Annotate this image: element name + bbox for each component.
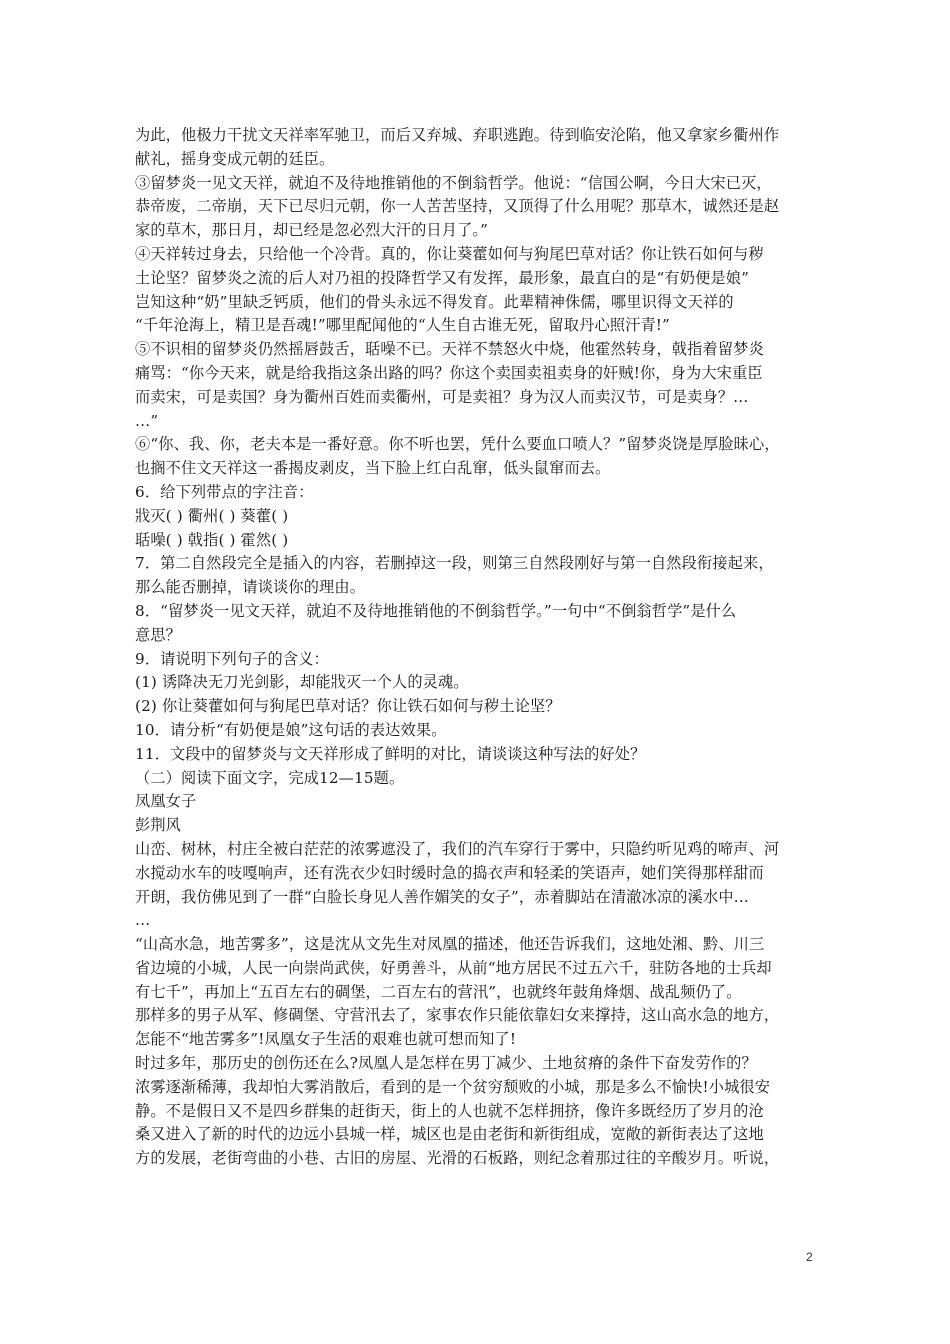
text-line: 山峦、树林，村庄全被白茫茫的浓雾遮没了，我们的汽车穿行于雾中，只隐约听见鸡的啼声、河 [135,839,780,858]
text-line: 桑又进入了新的时代的边远小县城一样，城区也是由老街和新街组成，宽敞的新街表达了这地 [135,1125,764,1144]
text-line: （二）阅读下面文字，完成12—15题。 [135,768,405,787]
text-line: ⑤不识相的留梦炎仍然摇唇鼓舌，聒噪不已。天祥不禁怒火中烧，他霍然转身，戟指着留梦炎 [135,340,764,359]
text-line: 而卖宋，可是卖国？身为衢州百姓而卖衢州，可是卖祖？身为汉人而卖汉节，可是卖身？… [135,387,749,406]
text-line: 献礼，摇身变成元朝的廷臣。 [135,149,335,168]
document-body [135,124,821,1171]
text-line: … [135,911,151,930]
text-line: 开朗，我仿佛见到了一群“白脸长身见人善作媚笑的女子”，赤着脚站在清澈冰凉的溪水中… [135,887,749,906]
text-line: 痛骂：“你今天来，就是给我指这条出路的吗？你这个卖国卖祖卖身的奸贼!你，身为大宋重臣 [135,363,763,382]
text-line: ③留梦炎一见文天祥，就迫不及待地推销他的不倒翁哲学。他说：“信国公啊，今日大宋已灭， [135,173,772,192]
text-line: 7．第二自然段完全是插入的内容，若删掉这一段，则第三自然段刚好与第一自然段衔接起来， [135,554,774,573]
text-line: 有七千”，再加上“五百左右的碉堡，二百左右的营汛”，也就终年鼓角烽烟、战乱频仍了。 [135,982,742,1001]
text-line: 静。不是假日又不是四乡群集的赶街天，街上的人也就不怎样拥挤，像许多既经历了岁月的沧 [135,1101,764,1120]
text-line: 也搁不住文天祥这一番揭皮剥皮，当下脸上红白乱窜，低头鼠窜而去。 [135,459,611,478]
text-line: 戕灭( ) 衢州( ) 葵藿( ) [135,506,289,525]
text-line: 为此，他极力干扰文天祥率军驰卫，而后又弃城、弃职逃跑。待到临安沦陷，他又拿家乡衢州作 [135,126,780,144]
text-line: ⑥“你、我、你，老夫本是一番好意。你不听也罢，凭什么要血口喷人？”留梦炎饶是厚脸昧心， [135,435,780,454]
text-line: 11．文段中的留梦炎与文天祥形成了鲜明的对比，请谈谈这种写法的好处？ [135,744,646,763]
text-line: 凤凰女子 [135,792,197,811]
text-line: 8．“留梦炎一见文天祥，就迫不及待地推销他的不倒翁哲学。”一句中“不倒翁哲学”是什么 [135,601,737,620]
text-line: 时过多年，那历史的创伤还在么?凤凰人是怎样在男丁减少、土地贫瘠的条件下奋发劳作的？ [135,1054,757,1073]
text-line: 那么能否删掉，请谈谈你的理由。 [135,578,366,597]
text-line: 家的草木，那日月，却已经是忽必烈大汗的日月了。” [135,221,489,240]
text-line: (2) 你让葵藿如何与狗尾巴草对话？你让铁石如何与秽土论坚？ [135,697,561,716]
text-line: 聒噪( ) 戟指( ) 霍然( ) [135,530,289,549]
text-line: 岂知这种“奶”里缺乏钙质，他们的骨头永远不得发育。此辈精神侏儒，哪里识得文天祥的 [135,292,734,311]
text-line: 意思？ [135,625,182,644]
text-line: 恭帝废，二帝崩，天下已尽归元朝，你一人苦苦坚持，又顶得了什么用呢？那草木，诚然还是赵 [135,197,780,216]
text-line: 彭荆风 [135,816,182,835]
text-line: …” [135,411,159,430]
text-line: 那样多的男子从军、修碉堡、守营汛去了，家事农作只能依靠妇女来撑持，这山高水急的地方， [135,1006,780,1025]
text-line: 水搅动水车的吱嘎响声，还有洗衣少妇时缓时急的捣衣声和轻柔的笑语声，她们笑得那样甜而 [135,863,764,882]
page-number: 2 [806,1250,813,1264]
text-line: (1) 诱降决无刀光剑影，却能戕灭一个人的灵魂。 [135,673,469,692]
text-line: ④天祥转过身去，只给他一个冷背。真的，你让葵藿如何与狗尾巴草对话？你让铁石如何与秽 [135,244,764,263]
text-line: “山高水急，地苦雾多”，这是沈从文先生对凤凰的描述，他还告诉我们，这地处湘、黔、川三 [135,935,765,954]
text-line: 怎能不“地苦雾多”!凤凰女子生活的艰难也就可想而知了! [135,1030,517,1049]
text-line: 浓雾逐渐稀薄，我却怕大雾消散后，看到的是一个贫穷颓败的小城，那是多么不愉快!小城很安 [135,1077,771,1096]
text-line: 省边境的小城，人民一向崇尚武侠，好勇善斗，从前“地方居民不过五六千，驻防各地的士兵却 [135,958,772,977]
text-line: 6．给下列带点的字注音： [135,482,314,501]
text-line: 9．请说明下列句子的含义： [135,649,329,668]
text-line: 土论坚？留梦炎之流的后人对乃祖的投降哲学又有发挥，最形象，最直白的是“有奶便是娘” [135,268,749,287]
text-line: 10．请分析“有奶便是娘”这句话的表达效果。 [135,720,447,739]
text-line: “千年沧海上，精卫是吾魂!”哪里配闻他的“人生自古谁无死，留取丹心照汗青!” [135,316,670,335]
text-line: 方的发展，老街弯曲的小巷、古旧的房屋、光滑的石板路，则纪念着那过往的辛酸岁月。听说， [135,1149,780,1168]
